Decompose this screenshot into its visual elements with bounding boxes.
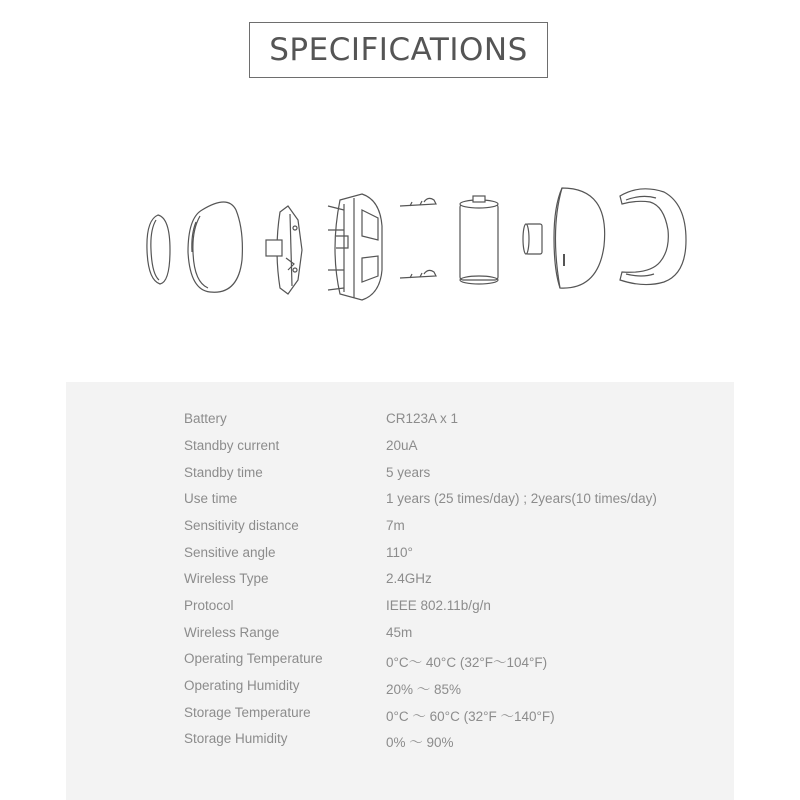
exploded-view-diagram [130,170,700,310]
spec-value: IEEE 802.11b/g/n [386,598,491,613]
circuit-board-icon [266,206,302,294]
spec-value: 45m [386,625,413,640]
spec-label: Wireless Type [184,571,269,586]
title-frame [249,22,548,78]
spec-label: Sensitive angle [184,545,276,560]
spec-row-battery [66,411,734,433]
spec-label: Storage Humidity [184,731,288,746]
spec-label: Wireless Range [184,625,280,640]
spec-row-operating-humidity [66,678,734,700]
spec-row-storage-temperature [66,705,734,727]
rear-shell-icon [554,188,605,288]
page-title: SPECIFICATIONS [269,32,528,68]
magnet-disc-icon [523,224,542,254]
spec-value: 2.4GHz [386,571,432,586]
mount-bracket-icon [620,189,686,285]
battery-contact-bottom-icon [400,270,436,278]
spec-value: 20% ～ 85% [386,682,462,697]
specifications-panel [66,382,734,800]
spec-value: 7m [386,518,405,533]
dome-cover-icon [188,202,242,292]
front-lens-icon [147,215,170,284]
spec-row-use-time [66,491,734,513]
spec-value: CR123A x 1 [386,411,459,426]
spec-label: Sensitivity distance [184,518,299,533]
spec-label: Standby current [184,438,280,453]
spec-row-standby-time [66,465,734,487]
spec-value: 1 years (25 times/day) ; 2years(10 times/day) [386,491,657,506]
spec-row-protocol [66,598,734,620]
spec-value: 20uA [386,438,418,453]
spec-row-sensitivity-distance [66,518,734,540]
spec-label: Operating Temperature [184,651,323,666]
housing-frame-icon [328,194,382,300]
battery-contact-top-icon [400,198,436,206]
spec-label: Battery [184,411,227,426]
spec-value: 110° [386,545,413,560]
spec-value: 0°C ～ 60°C (32°F ～140°F) [386,709,555,724]
spec-row-wireless-range [66,625,734,647]
spec-label: Storage Temperature [184,705,311,720]
spec-row-storage-humidity [66,731,734,753]
spec-value: 5 years [386,465,431,480]
spec-label: Standby time [184,465,263,480]
spec-row-operating-temperature [66,651,734,673]
battery-cell-icon [460,196,498,284]
spec-label: Use time [184,491,238,506]
spec-row-sensitive-angle [66,545,734,567]
spec-label: Protocol [184,598,234,613]
spec-value: 0% ～ 90% [386,735,454,750]
spec-row-standby-current [66,438,734,460]
spec-label: Operating Humidity [184,678,300,693]
spec-value: 0°C～ 40°C (32°F～104°F) [386,655,548,670]
spec-row-wireless-type [66,571,734,593]
